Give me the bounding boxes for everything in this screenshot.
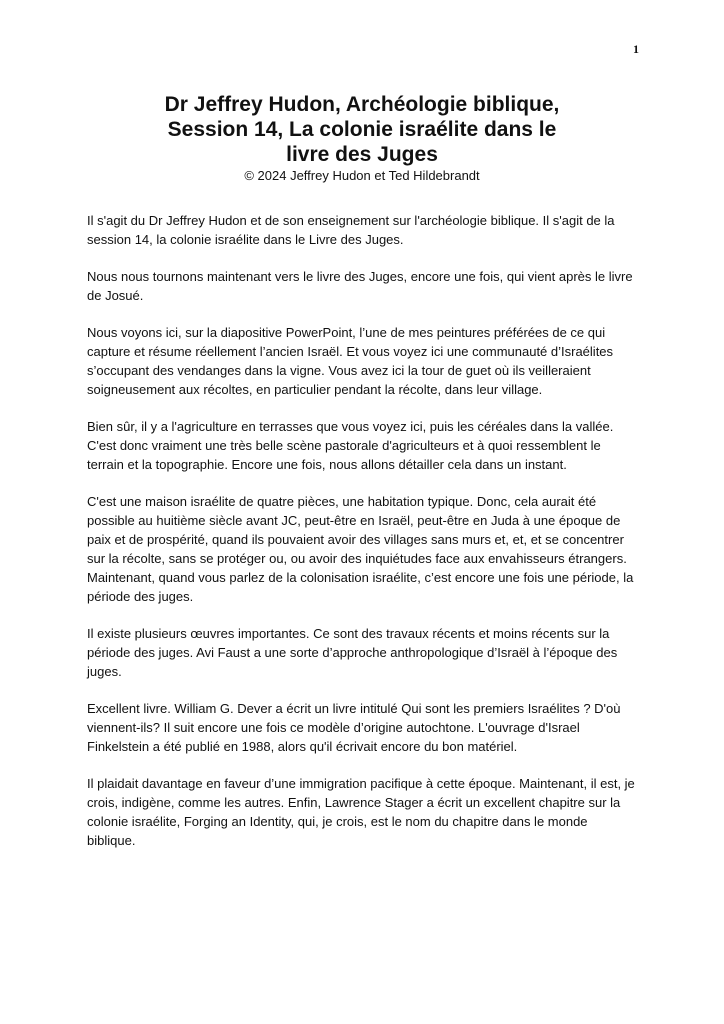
paragraph-6: Il existe plusieurs œuvres importantes. Ce sont des travaux récents et moins récents sur la période des juges. Avi Faust a une sorte d’approche anthropologique d’Israël à l’époque des juges. — [87, 626, 618, 679]
page-number: 1 — [633, 42, 639, 56]
paragraph-1: Il s'agit du Dr Jeffrey Hudon et de son enseignement sur l'archéologie biblique. Il s'agit de la session 14, la colonie israélite dans le Livre des Juges. — [87, 213, 615, 247]
copyright-line: © 2024 Jeffrey Hudon et Ted Hildebrandt — [244, 168, 480, 183]
document-title-line-3: livre des Juges — [286, 143, 438, 166]
paragraph-4: Bien sûr, il y a l'agriculture en terrasses que vous voyez ici, puis les céréales dans la vallée. C'est donc vraiment une très belle scène pastorale d'agriculteurs et à quoi ressemblent le terrain et la topographie. Encore une fois, nous allons détailler cela dans un instant. — [87, 419, 614, 472]
paragraph-2: Nous nous tournons maintenant vers le livre des Juges, encore une fois, qui vient après le livre de Josué. — [87, 269, 633, 303]
document-title-line-1: Dr Jeffrey Hudon, Archéologie biblique, — [164, 93, 560, 116]
paragraph-7: Excellent livre. William G. Dever a écrit un livre intitulé Qui sont les premiers Israélites ? D'où viennent-ils? Il suit encore une fois ce modèle d’origine autochtone. L'ouvrage d'Israel Finkelstein a été publié en 1988, alors qu'il écrivait encore du bon matériel. — [87, 701, 621, 754]
document-title-line-2: Session 14, La colonie israélite dans le — [167, 118, 557, 141]
title-block — [0, 92, 724, 185]
paragraph-5: C'est une maison israélite de quatre pièces, une habitation typique. Donc, cela aurait été possible au huitième siècle avant JC, peut-être en Israël, peut-être en Juda à une époque de paix et de prospérité, quand ils pouvaient avoir des villages sans murs et, et, et se concentrer sur la récolte, sans se protéger ou, ou avoir des inquiétudes face aux envahisseurs étrangers. Maintenant, quand vous parlez de la colonisation israélite, c’est encore une fois une période, la période des juges. — [87, 494, 634, 604]
document-body — [87, 211, 639, 868]
paragraph-3: Nous voyons ici, sur la diapositive PowerPoint, l’une de mes peintures préférées de ce qui capture et résume réellement l’ancien Israël. Et vous voyez ici une communauté d’Israélites s’occupant des vendanges dans la vigne. Vous avez ici la tour de guet où ils veilleraient soigneusement aux récoltes, en particulier pendant la récolte, dans leur village. — [87, 325, 614, 397]
paragraph-8: Il plaidait davantage en faveur d’une immigration pacifique à cette époque. Maintenant, il est, je crois, indigène, comme les autres. Enfin, Lawrence Stager a écrit un excellent chapitre sur la colonie israélite, Forging an Identity, qui, je crois, est le nom du chapitre dans le monde biblique. — [87, 776, 635, 848]
